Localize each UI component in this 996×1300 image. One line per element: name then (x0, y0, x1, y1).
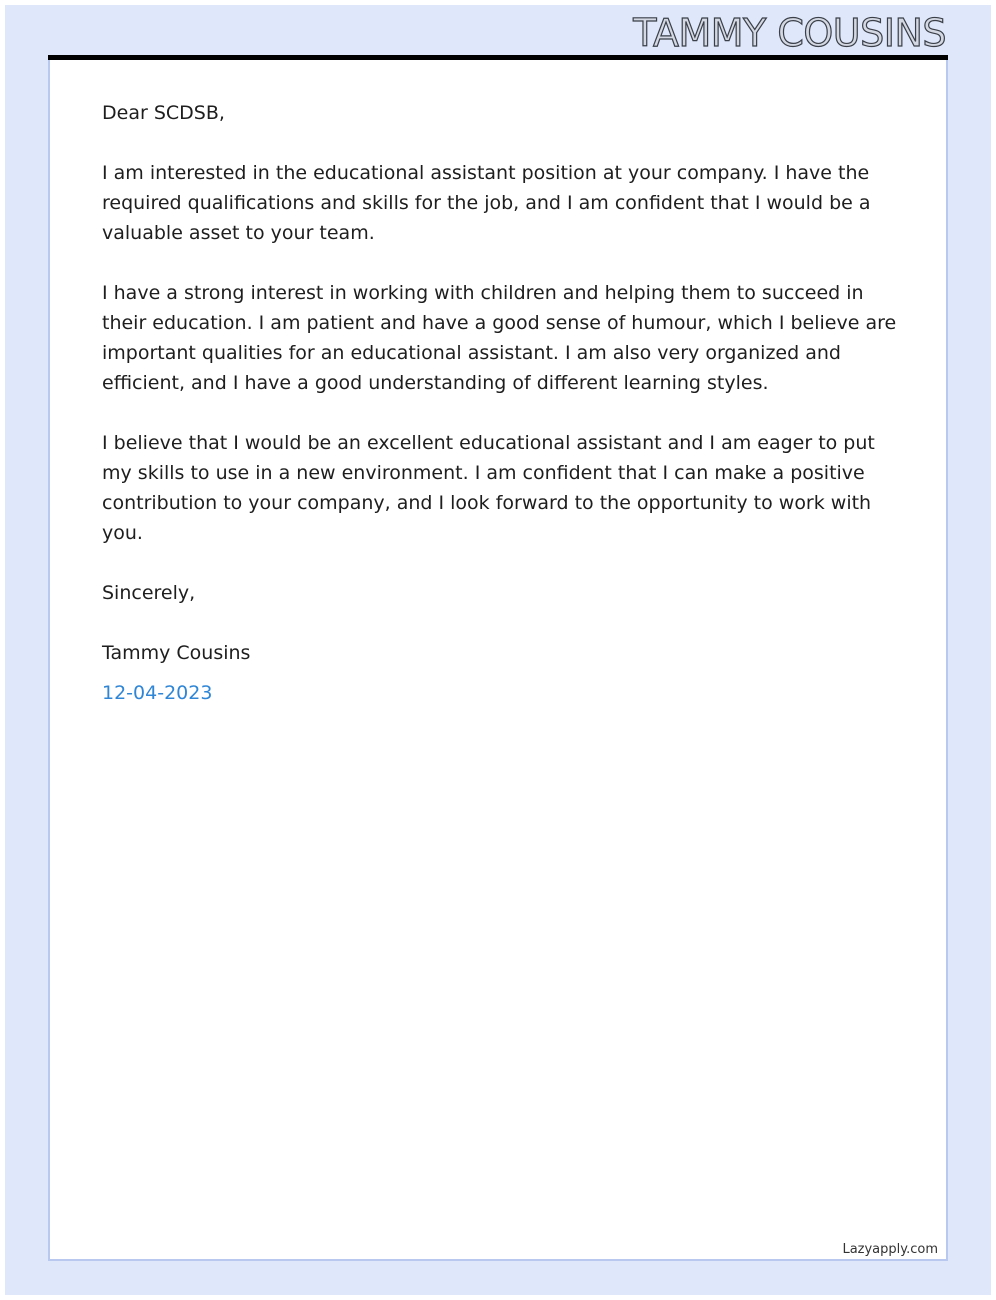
letter-paragraph: I believe that I would be an excellent educational assistant and I am eager to put my skills to use in a new environment. I am confident that I can make a positive contribution to your company, and I look forward to the opportunity to work with you. (102, 432, 875, 544)
letter-paper (48, 60, 948, 1261)
letter-paragraph: I have a strong interest in working with children and helping them to succeed in their education. I am patient and have a good sense of humour, which I believe are important qualities for an educational assistant. I am also very organized and efficient, and I have a good understanding of different learning styles. (102, 282, 897, 394)
letter-date: 12-04-2023 (102, 682, 213, 704)
letter-signature: Tammy Cousins (102, 642, 251, 664)
letter-paragraph: I am interested in the educational assistant position at your company. I have the required qualifications and skills for the job, and I am confident that I would be a valuable asset to your team. (102, 162, 871, 244)
letter-closing: Sincerely, (102, 582, 196, 604)
header-name: TAMMY COUSINS (633, 11, 946, 55)
letter-greeting: Dear SCDSB, (102, 102, 225, 124)
footer-brand: Lazyapply.com (842, 1242, 938, 1257)
letter-body (102, 98, 902, 738)
